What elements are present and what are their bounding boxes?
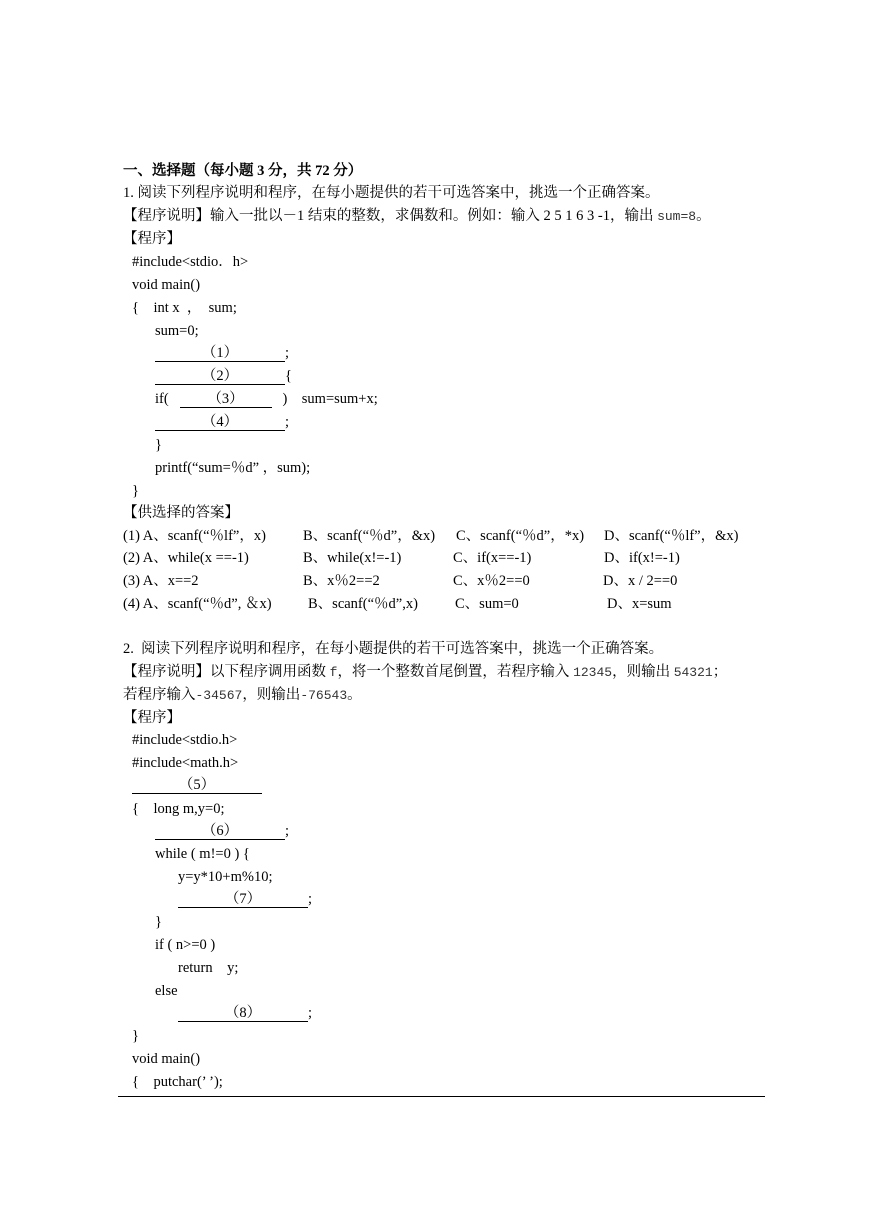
q1-blank-line-2: （2） {	[155, 367, 292, 385]
answer-blank-3: （3）	[180, 391, 272, 408]
option-4c: C、sum=0	[455, 596, 519, 612]
answer-blank-4: （4）	[155, 414, 285, 431]
q2-code-line: }	[155, 914, 162, 930]
option-3a: (3) A、x==2	[123, 573, 199, 589]
q2-code-line: #include<stdio.h>	[132, 732, 238, 748]
q1-options-label: 【供选择的答案】	[123, 505, 239, 521]
q2-description-line-1: 【程序说明】以下程序调用函数 f，将一个整数首尾倒置，若程序输入 12345，则输出 54321；	[123, 664, 728, 680]
option-2c: C、if(x==-1)	[453, 550, 532, 566]
answer-blank-6: （6）	[155, 823, 285, 840]
option-1c: C、scanf(“％d”，*x)	[456, 528, 585, 544]
option-4d: D、x=sum	[607, 596, 672, 612]
q1-blank-line-4: （4） ;	[155, 413, 289, 431]
answer-blank-8: （8）	[178, 1005, 308, 1022]
q2-code-label: 【程序】	[123, 710, 181, 726]
q2-code-line: { long m,y=0;	[132, 801, 225, 817]
option-1a: (1) A、scanf(“％lf”，x)	[123, 528, 266, 544]
q2-code-line: void main()	[132, 1051, 201, 1067]
q1-stem: 1. 阅读下列程序说明和程序，在每小题提供的若干可选答案中，挑选一个正确答案。	[123, 185, 660, 201]
option-2b: B、while(x!=-1)	[303, 550, 402, 566]
q2-code-line: y=y*10+m%10;	[178, 869, 273, 885]
page-bottom-rule	[118, 1096, 765, 1097]
q2-code-line: }	[132, 1028, 139, 1044]
q1-code-line: sum=0;	[155, 323, 199, 339]
q2-code-line: while ( m!=0 ) {	[155, 846, 250, 862]
q1-code-line: void main()	[132, 277, 201, 293]
q1-blank-line-1: （1） ;	[155, 344, 289, 362]
q2-code-line: if ( n>=0 )	[155, 937, 216, 953]
q1-code-line: }	[132, 483, 139, 499]
q2-blank-line-7: （7） ;	[178, 890, 312, 908]
q1-code-line: }	[155, 437, 162, 453]
option-3c: C、x％2==0	[453, 573, 530, 589]
q2-code-line: else	[155, 983, 178, 999]
q2-description-line-2: 若程序输入-34567，则输出-76543。	[123, 687, 362, 703]
q1-code-line: #include<stdio．h>	[132, 254, 249, 270]
option-3d: D、x / 2==0	[603, 573, 678, 589]
option-1b: B、scanf(“％d”，&x)	[303, 528, 436, 544]
q2-blank-line-6: （6） ;	[155, 822, 289, 840]
q1-if-line: if( （3） ) sum=sum+x;	[155, 391, 378, 407]
answer-blank-2: （2）	[155, 368, 285, 385]
option-1d: D、scanf(“％lf”，&x)	[604, 528, 739, 544]
q2-blank-line-8: （8） ;	[178, 1004, 312, 1022]
option-2d: D、if(x!=-1)	[604, 550, 680, 566]
q1-code-label: 【程序】	[123, 231, 181, 247]
section-title: 一、选择题（每小题 3 分，共 72 分）	[123, 163, 363, 179]
q2-stem: 2. 阅读下列程序说明和程序，在每小题提供的若干可选答案中，挑选一个正确答案。	[123, 641, 664, 657]
q2-blank-line-5	[132, 776, 262, 794]
q2-code-line: #include<math.h>	[132, 755, 239, 771]
option-3b: B、x％2==2	[303, 573, 380, 589]
q1-code-line: { int x ， sum;	[132, 300, 237, 316]
q1-code-line: printf(“sum=％d” ，sum);	[155, 460, 311, 476]
answer-blank-1: （1）	[155, 345, 285, 362]
answer-blank-5: （5）	[132, 777, 262, 794]
q1-description: 【程序说明】输入一批以－1 结束的整数，求偶数和。例如：输入 2 5 1 6 3 -1，输出 sum=8。	[123, 208, 711, 224]
q2-code-line: { putchar(’ ’);	[132, 1074, 223, 1090]
q2-code-line: return y;	[178, 960, 239, 976]
option-4b: B、scanf(“％d”,x)	[308, 596, 418, 612]
option-2a: (2) A、while(x ==-1)	[123, 550, 249, 566]
option-4a: (4) A、scanf(“％d”, ＆x)	[123, 596, 272, 612]
answer-blank-7: （7）	[178, 891, 308, 908]
